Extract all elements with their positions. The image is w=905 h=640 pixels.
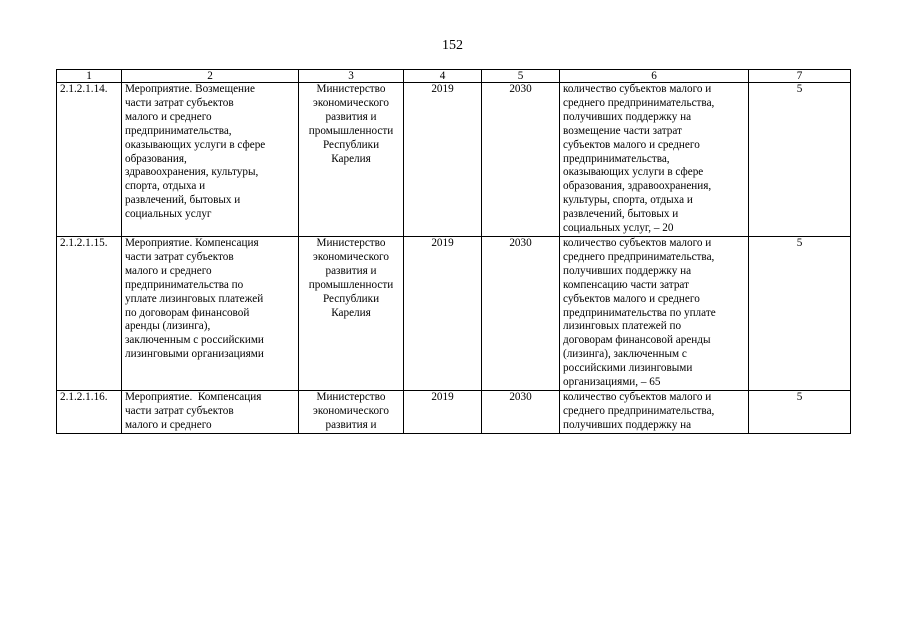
text-line: Республики: [322, 138, 380, 151]
text-line: культуры, спорта, отдыха и: [563, 194, 693, 207]
text-line: предпринимательства по: [125, 278, 244, 291]
text-line: субъектов малого и среднего: [563, 138, 700, 151]
text-line: промышленности: [308, 278, 394, 291]
event-code: 2.1.2.1.15.: [57, 236, 122, 390]
indicator: [560, 390, 749, 433]
text-line: возмещение части затрат: [563, 124, 682, 137]
text-line: компенсацию части затрат: [563, 278, 689, 291]
text-line: Министерство: [316, 236, 386, 249]
text-line: оказывающих услуги в сфере: [125, 138, 266, 151]
text-line: организациями, – 65: [563, 376, 661, 389]
text-line: части затрат субъектов: [125, 250, 234, 263]
text-line: развития и: [325, 418, 377, 431]
text-line: малого и среднего: [125, 418, 212, 431]
text-line: Мероприятие. Компенсация: [125, 390, 262, 403]
column-7-value: 5: [749, 83, 851, 237]
text-line: развлечений, бытовых и: [563, 208, 679, 221]
text-line: заключенным с российскими: [125, 334, 264, 347]
start-year: 2019: [404, 83, 482, 237]
text-line: количество субъектов малого и: [563, 236, 712, 249]
text-line: среднего предпринимательства,: [563, 96, 715, 109]
text-line: (лизинга), заключенным с: [563, 348, 687, 361]
text-line: количество субъектов малого и: [563, 83, 712, 95]
text-line: части затрат субъектов: [125, 404, 234, 417]
start-year: 2019: [404, 390, 482, 433]
event-code: 2.1.2.1.16.: [57, 390, 122, 433]
table-row: [57, 390, 851, 433]
text-line: предпринимательства по уплате: [563, 306, 716, 319]
text-line: здравоохранения, культуры,: [125, 166, 259, 179]
end-year: 2030: [482, 83, 560, 237]
program-table: [56, 69, 851, 434]
text-line: аренды (лизинга),: [125, 320, 211, 333]
text-line: части затрат субъектов: [125, 96, 234, 109]
start-year: 2019: [404, 236, 482, 390]
text-line: предпринимательства,: [125, 124, 232, 137]
text-line: среднего предпринимательства,: [563, 404, 715, 417]
text-line: лизинговых платежей по: [563, 320, 682, 333]
executor: [299, 236, 404, 390]
text-line: договорам финансовой аренды: [563, 334, 711, 347]
text-line: среднего предпринимательства,: [563, 250, 715, 263]
text-line: образования,: [125, 152, 187, 165]
column-number: 7: [749, 70, 851, 83]
text-line: Карелия: [331, 306, 371, 319]
text-line: Республики: [322, 292, 380, 305]
column-number: 2: [122, 70, 299, 83]
text-line: социальных услуг, – 20: [563, 222, 674, 235]
column-number: 3: [299, 70, 404, 83]
text-line: Министерство: [316, 83, 386, 95]
event-description: [122, 83, 299, 237]
text-line: Карелия: [331, 152, 371, 165]
column-number: 1: [57, 70, 122, 83]
text-line: развития и: [325, 264, 377, 277]
column-number-row: [57, 70, 851, 83]
text-line: промышленности: [308, 124, 394, 137]
table-row: [57, 83, 851, 237]
column-7-value: 5: [749, 390, 851, 433]
executor: [299, 390, 404, 433]
column-number: 5: [482, 70, 560, 83]
text-line: экономического: [313, 250, 389, 263]
text-line: получивших поддержку на: [563, 264, 692, 277]
text-line: Мероприятие. Возмещение: [125, 83, 255, 95]
text-line: Министерство: [316, 390, 386, 403]
indicator: [560, 83, 749, 237]
text-line: по договорам финансовой: [125, 306, 250, 319]
event-description: [122, 390, 299, 433]
column-number: 6: [560, 70, 749, 83]
text-line: российскими лизинговыми: [563, 362, 693, 375]
text-line: развития и: [325, 110, 377, 123]
text-line: лизинговыми организациями: [125, 348, 264, 361]
text-line: малого и среднего: [125, 110, 212, 123]
text-line: количество субъектов малого и: [563, 390, 712, 403]
executor: [299, 83, 404, 237]
column-7-value: 5: [749, 236, 851, 390]
column-number: 4: [404, 70, 482, 83]
text-line: получивших поддержку на: [563, 418, 692, 431]
text-line: уплате лизинговых платежей: [125, 292, 264, 305]
event-description: [122, 236, 299, 390]
text-line: оказывающих услуги в сфере: [563, 166, 704, 179]
page-number: 152: [442, 38, 463, 53]
text-line: социальных услуг: [125, 208, 212, 221]
indicator: [560, 236, 749, 390]
text-line: субъектов малого и среднего: [563, 292, 700, 305]
text-line: образования, здравоохранения,: [563, 180, 712, 193]
text-line: предпринимательства,: [563, 152, 670, 165]
text-line: спорта, отдыха и: [125, 180, 206, 193]
table-row: [57, 236, 851, 390]
text-line: экономического: [313, 96, 389, 109]
end-year: 2030: [482, 236, 560, 390]
text-line: Мероприятие. Компенсация: [125, 236, 259, 249]
text-line: получивших поддержку на: [563, 110, 692, 123]
text-line: развлечений, бытовых и: [125, 194, 241, 207]
end-year: 2030: [482, 390, 560, 433]
event-code: 2.1.2.1.14.: [57, 83, 122, 237]
text-line: экономического: [313, 404, 389, 417]
text-line: малого и среднего: [125, 264, 212, 277]
